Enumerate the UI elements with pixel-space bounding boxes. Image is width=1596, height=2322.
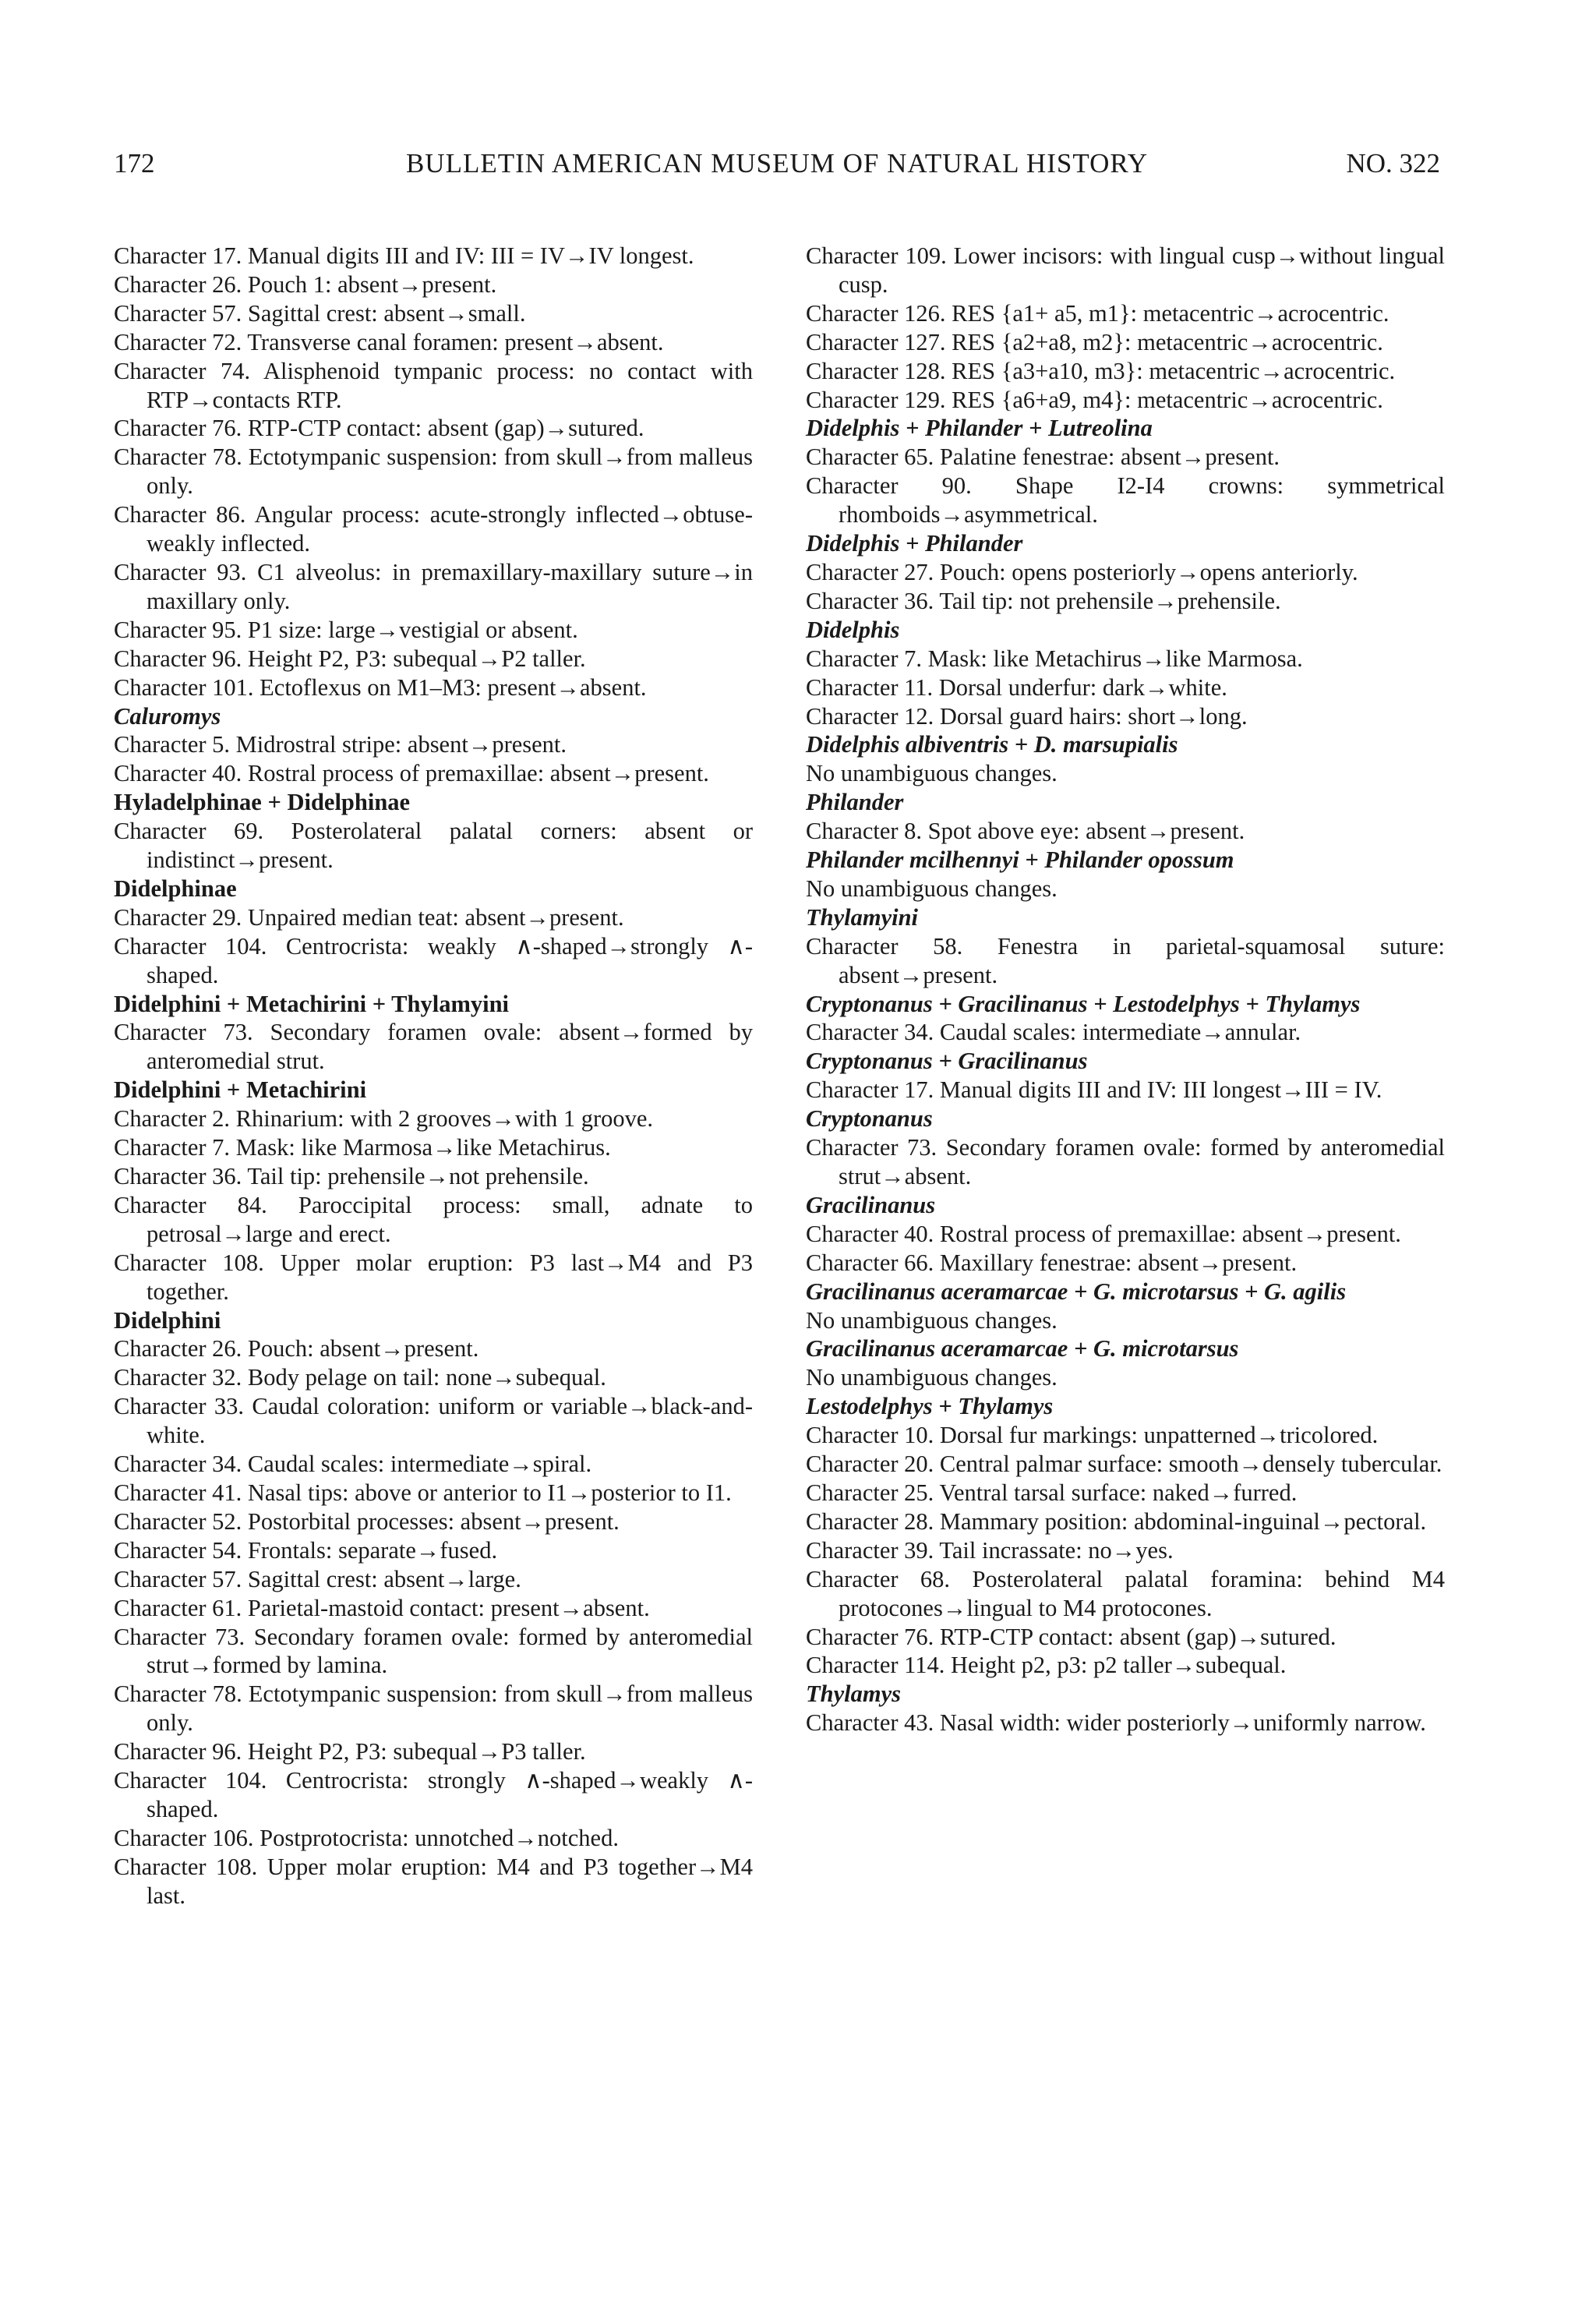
character-entry: Character 106. Postprotocrista: unnotched→notched.	[114, 1824, 619, 1851]
character-entry: Character 29. Unpaired median teat: absent→present.	[114, 903, 624, 931]
character-entry: Character 84. Paroccipital process: small, adnate to petrosal→large and erect.	[114, 1191, 753, 1247]
character-entry: Character 128. RES {a3+a10, m3}: metacentric→acrocentric.	[806, 357, 1396, 384]
character-entry: Character 57. Sagittal crest: absent→large.	[114, 1565, 521, 1592]
character-entry: Character 26. Pouch 1: absent→present.	[114, 270, 497, 298]
character-entry: Character 104. Centrocrista: strongly ∧-shaped→weakly ∧-shaped.	[114, 1767, 753, 1822]
character-entry: Character 8. Spot above eye: absent→present.	[806, 818, 1245, 845]
taxon-heading: Cryptonanus + Gracilinanus	[806, 1048, 1088, 1075]
no-change-note: No unambiguous changes.	[806, 1306, 1058, 1334]
taxon-heading: Cryptonanus + Gracilinanus + Lestodelphys + Thylamys	[806, 990, 1361, 1017]
character-entry: Character 90. Shape I2-I4 crowns: symmetrical rhomboids→asymmetrical.	[806, 472, 1445, 528]
character-entry: Character 76. RTP-CTP contact: absent (gap)→sutured.	[114, 415, 644, 442]
taxon-heading: Gracilinanus aceramarcae + G. microtarsus + G. agilis	[806, 1278, 1347, 1305]
character-entry: Character 93. C1 alveolus: in premaxillary-maxillary suture→in maxillary only.	[114, 558, 753, 614]
character-entry: Character 108. Upper molar eruption: P3 last→M4 and P3 together.	[114, 1249, 753, 1305]
character-entry: Character 20. Central palmar surface: smooth→densely tubercular.	[806, 1451, 1442, 1478]
taxon-heading: Thylamys	[806, 1681, 901, 1708]
character-entry: Character 17. Manual digits III and IV: III = IV→IV longest.	[114, 242, 694, 269]
taxon-heading: Didelphis + Philander	[806, 530, 1023, 557]
character-entry: Character 101. Ectoflexus on M1–M3: present→absent.	[114, 673, 647, 701]
no-change-note: No unambiguous changes.	[806, 1364, 1058, 1391]
taxon-heading: Philander mcilhennyi + Philander opossum	[806, 846, 1234, 874]
character-entry: Character 7. Mask: like Metachirus→like Marmosa.	[806, 645, 1303, 672]
page-number: 172	[114, 148, 155, 178]
taxon-heading: Hyladelphinae + Didelphinae	[114, 789, 411, 816]
taxon-heading: Gracilinanus	[806, 1191, 936, 1218]
character-entry: Character 127. RES {a2+a8, m2}: metacentric→acrocentric.	[806, 328, 1383, 355]
character-entry: Character 74. Alisphenoid tympanic process: no contact with RTP→contacts RTP.	[114, 357, 753, 413]
character-entry: Character 78. Ectotympanic suspension: from skull→from malleus only.	[114, 1681, 753, 1737]
taxon-heading: Didelphinae	[114, 875, 237, 902]
taxon-heading: Philander	[806, 789, 904, 816]
character-entry: Character 66. Maxillary fenestrae: absent→present.	[806, 1249, 1298, 1276]
character-entry: Character 68. Posterolateral palatal foramina: behind M4 protocones→lingual to M4 protocones.	[806, 1565, 1445, 1621]
character-entry: Character 78. Ectotympanic suspension: from skull→from malleus only.	[114, 444, 753, 500]
character-entry: Character 5. Midrostral stripe: absent→present.	[114, 731, 567, 758]
character-entry: Character 40. Rostral process of premaxillae: absent→present.	[114, 760, 709, 787]
taxon-heading: Thylamyini	[806, 903, 919, 931]
character-entry: Character 25. Ventral tarsal surface: naked→furred.	[806, 1479, 1298, 1506]
taxon-heading: Didelphini + Metachirini + Thylamyini	[114, 990, 510, 1017]
taxon-heading: Didelphis albiventris + D. marsupialis	[806, 731, 1178, 758]
character-entry: Character 34. Caudal scales: intermediate→annular.	[806, 1019, 1301, 1046]
right-column	[806, 242, 1445, 1737]
character-entry: Character 104. Centrocrista: weakly ∧-shaped→strongly ∧-shaped.	[114, 932, 753, 988]
character-entry: Character 61. Parietal-mastoid contact: present→absent.	[114, 1594, 650, 1621]
character-entry: Character 32. Body pelage on tail: none→subequal.	[114, 1364, 606, 1391]
character-entry: Character 17. Manual digits III and IV: III longest→III = IV.	[806, 1076, 1382, 1104]
character-entry: Character 41. Nasal tips: above or anterior to I1→posterior to I1.	[114, 1479, 732, 1506]
character-entry: Character 33. Caudal coloration: uniform or variable→black-and-white.	[114, 1393, 753, 1449]
character-entry: Character 58. Fenestra in parietal-squamosal suture: absent→present.	[806, 932, 1445, 988]
character-entry: Character 73. Secondary foramen ovale: absent→formed by anteromedial strut.	[114, 1019, 753, 1075]
taxon-heading: Cryptonanus	[806, 1105, 933, 1133]
left-column	[114, 242, 753, 1910]
character-entry: Character 26. Pouch: absent→present.	[114, 1335, 479, 1362]
character-entry: Character 129. RES {a6+a9, m4}: metacentric→acrocentric.	[806, 386, 1383, 413]
taxon-heading: Didelphis	[806, 616, 900, 643]
character-entry: Character 96. Height P2, P3: subequal→P2 taller.	[114, 645, 586, 672]
character-entry: Character 28. Mammary position: abdominal-inguinal→pectoral.	[806, 1507, 1427, 1535]
taxon-heading: Didelphis + Philander + Lutreolina	[806, 415, 1153, 442]
character-entry: Character 73. Secondary foramen ovale: formed by anteromedial strut→absent.	[806, 1134, 1445, 1189]
character-entry: Character 43. Nasal width: wider posteriorly→uniformly narrow.	[806, 1709, 1426, 1737]
character-entry: Character 52. Postorbital processes: absent→present.	[114, 1507, 620, 1535]
journal-title: BULLETIN AMERICAN MUSEUM OF NATURAL HISTORY	[405, 148, 1149, 178]
taxon-heading: Didelphini + Metachirini	[114, 1076, 367, 1104]
taxon-heading: Lestodelphys + Thylamys	[806, 1393, 1054, 1420]
character-entry: Character 109. Lower incisors: with lingual cusp→without lingual cusp.	[806, 242, 1445, 298]
character-entry: Character 36. Tail tip: prehensile→not prehensile.	[114, 1163, 589, 1189]
character-entry: Character 76. RTP-CTP contact: absent (gap)→sutured.	[806, 1623, 1336, 1650]
character-entry: Character 73. Secondary foramen ovale: formed by anteromedial strut→formed by lamina.	[114, 1623, 753, 1679]
character-entry: Character 86. Angular process: acute-strongly inflected→obtuse-weakly inflected.	[114, 501, 753, 557]
character-entry: Character 34. Caudal scales: intermediate→spiral.	[114, 1451, 592, 1478]
character-entry: Character 57. Sagittal crest: absent→small.	[114, 299, 526, 327]
no-change-note: No unambiguous changes.	[806, 875, 1058, 902]
character-entry: Character 11. Dorsal underfur: dark→white.	[806, 673, 1227, 701]
character-entry: Character 2. Rhinarium: with 2 grooves→with 1 groove.	[114, 1105, 654, 1133]
no-change-note: No unambiguous changes.	[806, 760, 1058, 787]
character-entry: Character 12. Dorsal guard hairs: short→long.	[806, 702, 1248, 730]
character-entry: Character 27. Pouch: opens posteriorly→opens anteriorly.	[806, 558, 1358, 585]
page-header	[114, 144, 1440, 183]
issue-number: NO. 322	[1346, 148, 1440, 178]
character-entry: Character 69. Posterolateral palatal corners: absent or indistinct→present.	[114, 818, 753, 874]
character-entry: Character 108. Upper molar eruption: M4 and P3 together→M4 last.	[114, 1853, 753, 1909]
taxon-heading: Gracilinanus aceramarcae + G. microtarsus	[806, 1335, 1239, 1362]
character-entry: Character 36. Tail tip: not prehensile→prehensile.	[806, 587, 1281, 614]
character-entry: Character 72. Transverse canal foramen: present→absent.	[114, 328, 664, 355]
character-entry: Character 126. RES {a1+ a5, m1}: metacentric→acrocentric.	[806, 299, 1389, 327]
character-entry: Character 39. Tail incrassate: no→yes.	[806, 1536, 1174, 1564]
character-entry: Character 95. P1 size: large→vestigial or absent.	[114, 616, 578, 643]
character-entry: Character 96. Height P2, P3: subequal→P3 taller.	[114, 1738, 586, 1765]
character-entry: Character 10. Dorsal fur markings: unpatterned→tricolored.	[806, 1422, 1379, 1449]
taxon-heading: Didelphini	[114, 1306, 221, 1334]
character-entry: Character 40. Rostral process of premaxillae: absent→present.	[806, 1220, 1401, 1247]
character-entry: Character 54. Frontals: separate→fused.	[114, 1536, 498, 1564]
taxon-heading: Caluromys	[114, 702, 221, 730]
character-entry: Character 65. Palatine fenestrae: absent→present.	[806, 444, 1280, 471]
character-entry: Character 7. Mask: like Marmosa→like Metachirus.	[114, 1134, 611, 1161]
character-entry: Character 114. Height p2, p3: p2 taller→subequal.	[806, 1652, 1287, 1679]
